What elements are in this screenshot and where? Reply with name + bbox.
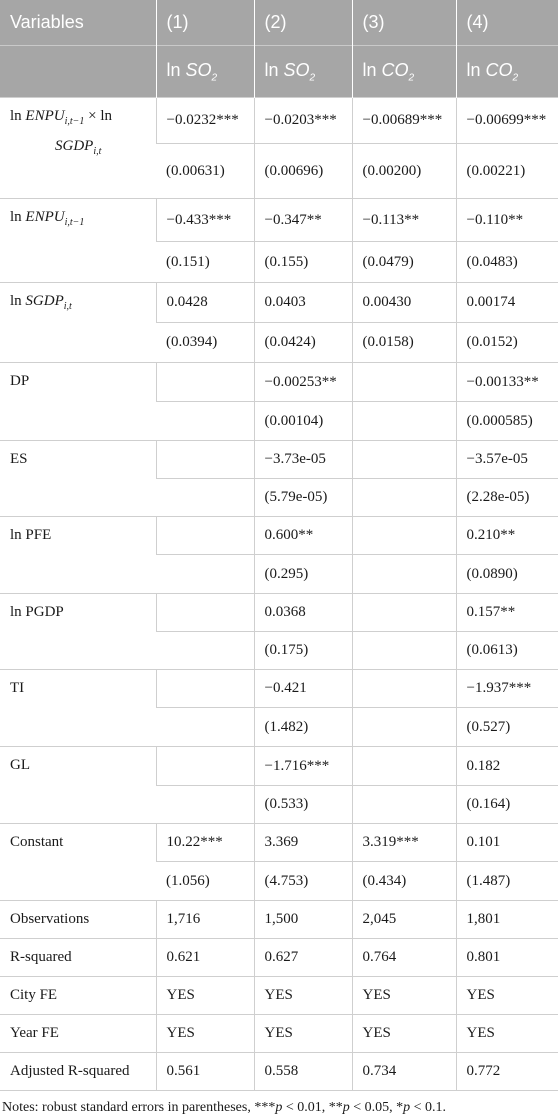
se-cell: (0.00631) (156, 144, 254, 199)
coef-cell: −0.0232*** (156, 98, 254, 144)
coef-cell: −0.421 (254, 670, 352, 708)
dependent-row (0, 46, 558, 98)
table-row (0, 98, 558, 144)
coef-cell (156, 441, 254, 479)
coef-cell: −0.00689*** (352, 98, 456, 144)
se-cell: (1.056) (156, 862, 254, 901)
se-cell (156, 479, 254, 517)
stat-cell: 2,045 (352, 901, 456, 939)
model-header: (2) (254, 0, 352, 46)
dependent-header: $\ln CO_2$ (456, 46, 558, 98)
coef-cell (156, 747, 254, 786)
se-cell (156, 708, 254, 747)
coef-cell: −0.113** (352, 199, 456, 242)
stat-cell: YES (156, 1015, 254, 1053)
coef-cell: −0.00133** (456, 363, 558, 402)
stat-cell: YES (456, 977, 558, 1015)
table-row (0, 670, 558, 708)
stat-cell: YES (352, 1015, 456, 1053)
coef-cell: −0.0203*** (254, 98, 352, 144)
se-cell (352, 555, 456, 594)
coef-cell: 0.101 (456, 824, 558, 862)
se-cell (352, 708, 456, 747)
se-cell (156, 402, 254, 441)
se-cell: (2.28e-05) (456, 479, 558, 517)
stat-cell: 1,801 (456, 901, 558, 939)
coef-cell: 0.157** (456, 594, 558, 632)
coef-cell: −3.73e-05 (254, 441, 352, 479)
coef-cell: −1.937*** (456, 670, 558, 708)
stat-cell: YES (156, 977, 254, 1015)
se-cell: (1.487) (456, 862, 558, 901)
coef-cell (156, 363, 254, 402)
table-row (0, 363, 558, 402)
table-row (0, 594, 558, 632)
variable-label: TI (0, 670, 156, 747)
se-cell: (0.0479) (352, 242, 456, 283)
stat-cell: YES (254, 977, 352, 1015)
coef-cell: −1.716*** (254, 747, 352, 786)
se-cell: (0.0890) (456, 555, 558, 594)
coef-cell: 0.00430 (352, 283, 456, 323)
table-row (0, 199, 558, 242)
se-cell: (0.533) (254, 786, 352, 824)
coef-cell (156, 670, 254, 708)
stat-row (0, 977, 558, 1015)
coef-cell: 0.0403 (254, 283, 352, 323)
se-cell (352, 786, 456, 824)
table-row (0, 441, 558, 479)
stat-label: City FE (0, 977, 156, 1015)
coef-cell (156, 517, 254, 555)
stat-cell: 1,500 (254, 901, 352, 939)
se-cell (352, 479, 456, 517)
stat-cell: YES (352, 977, 456, 1015)
se-cell (156, 555, 254, 594)
coef-cell: −3.57e-05 (456, 441, 558, 479)
dependent-header: $\ln CO_2$ (352, 46, 456, 98)
stat-cell: 0.561 (156, 1053, 254, 1091)
coef-cell: 10.22*** (156, 824, 254, 862)
coef-cell: 0.182 (456, 747, 558, 786)
variable-label: $\ln ENPU_{i,t-1}$ (0, 199, 156, 283)
se-cell: (0.00104) (254, 402, 352, 441)
coef-cell (352, 517, 456, 555)
table-row (0, 747, 558, 786)
stat-row (0, 901, 558, 939)
model-header: (4) (456, 0, 558, 46)
coef-cell: 0.0428 (156, 283, 254, 323)
table-row (0, 517, 558, 555)
stat-label: Adjusted R-squared (0, 1053, 156, 1091)
coef-cell: 0.0368 (254, 594, 352, 632)
coef-cell (352, 441, 456, 479)
se-cell: (0.0483) (456, 242, 558, 283)
variable-label: GL (0, 747, 156, 824)
model-header: (3) (352, 0, 456, 46)
se-cell: (5.79e-05) (254, 479, 352, 517)
stat-label: Observations (0, 901, 156, 939)
stat-cell: 0.558 (254, 1053, 352, 1091)
stat-row (0, 939, 558, 977)
coef-cell (352, 594, 456, 632)
model-header: (1) (156, 0, 254, 46)
se-cell: (0.0394) (156, 323, 254, 363)
se-cell: (1.482) (254, 708, 352, 747)
header-row (0, 0, 558, 46)
se-cell (156, 786, 254, 824)
se-cell: (0.164) (456, 786, 558, 824)
coef-cell: −0.00253** (254, 363, 352, 402)
se-cell: (0.0613) (456, 632, 558, 670)
se-cell: (0.155) (254, 242, 352, 283)
se-cell: (0.000585) (456, 402, 558, 441)
stat-label: Year FE (0, 1015, 156, 1053)
coef-cell: 3.319*** (352, 824, 456, 862)
variable-label: ln PGDP (0, 594, 156, 670)
se-cell: (0.00200) (352, 144, 456, 199)
se-cell: (0.151) (156, 242, 254, 283)
coef-cell: 3.369 (254, 824, 352, 862)
stat-cell: 0.621 (156, 939, 254, 977)
coef-cell (352, 747, 456, 786)
coef-cell: −0.347** (254, 199, 352, 242)
se-cell: (0.0158) (352, 323, 456, 363)
se-cell: (0.295) (254, 555, 352, 594)
variable-label: ln PFE (0, 517, 156, 594)
se-cell (352, 402, 456, 441)
se-cell: (0.00221) (456, 144, 558, 199)
variables-header: Variables (0, 0, 156, 46)
stat-cell: 1,716 (156, 901, 254, 939)
coef-cell: −0.110** (456, 199, 558, 242)
stat-cell: YES (254, 1015, 352, 1053)
se-cell: (0.434) (352, 862, 456, 901)
se-cell: (0.175) (254, 632, 352, 670)
se-cell: (0.0424) (254, 323, 352, 363)
variable-label: DP (0, 363, 156, 441)
se-cell: (0.00696) (254, 144, 352, 199)
table-row (0, 824, 558, 862)
stat-row (0, 1015, 558, 1053)
coef-cell: −0.433*** (156, 199, 254, 242)
variable-label: $\ln SGDP_{i,t}$ (0, 283, 156, 363)
stat-cell: 0.772 (456, 1053, 558, 1091)
se-cell: (4.753) (254, 862, 352, 901)
coef-cell: 0.600** (254, 517, 352, 555)
se-cell: (0.0152) (456, 323, 558, 363)
stat-cell: 0.801 (456, 939, 558, 977)
coef-cell (352, 363, 456, 402)
coef-cell: 0.210** (456, 517, 558, 555)
stat-cell: 0.627 (254, 939, 352, 977)
dependent-header: $\ln SO_2$ (156, 46, 254, 98)
dependent-header: $\ln SO_2$ (254, 46, 352, 98)
stat-cell: 0.734 (352, 1053, 456, 1091)
variable-label: $\ln ENPU_{i,t-1} \times \ln$ $SGDP_{i,t}$ (0, 98, 156, 199)
se-cell: (0.527) (456, 708, 558, 747)
table-notes: Notes: robust standard errors in parentheses, ***p < 0.01, **p < 0.05, *p < 0.1. (2, 1100, 447, 1115)
variable-label: ES (0, 441, 156, 517)
coef-cell (352, 670, 456, 708)
stat-cell: YES (456, 1015, 558, 1053)
coef-cell: −0.00699*** (456, 98, 558, 144)
stat-cell: 0.764 (352, 939, 456, 977)
coef-cell: 0.00174 (456, 283, 558, 323)
coef-cell (156, 594, 254, 632)
stat-label: R-squared (0, 939, 156, 977)
se-cell (156, 632, 254, 670)
se-cell (352, 632, 456, 670)
stat-row (0, 1053, 558, 1091)
variable-label: Constant (0, 824, 156, 901)
table-row (0, 283, 558, 323)
